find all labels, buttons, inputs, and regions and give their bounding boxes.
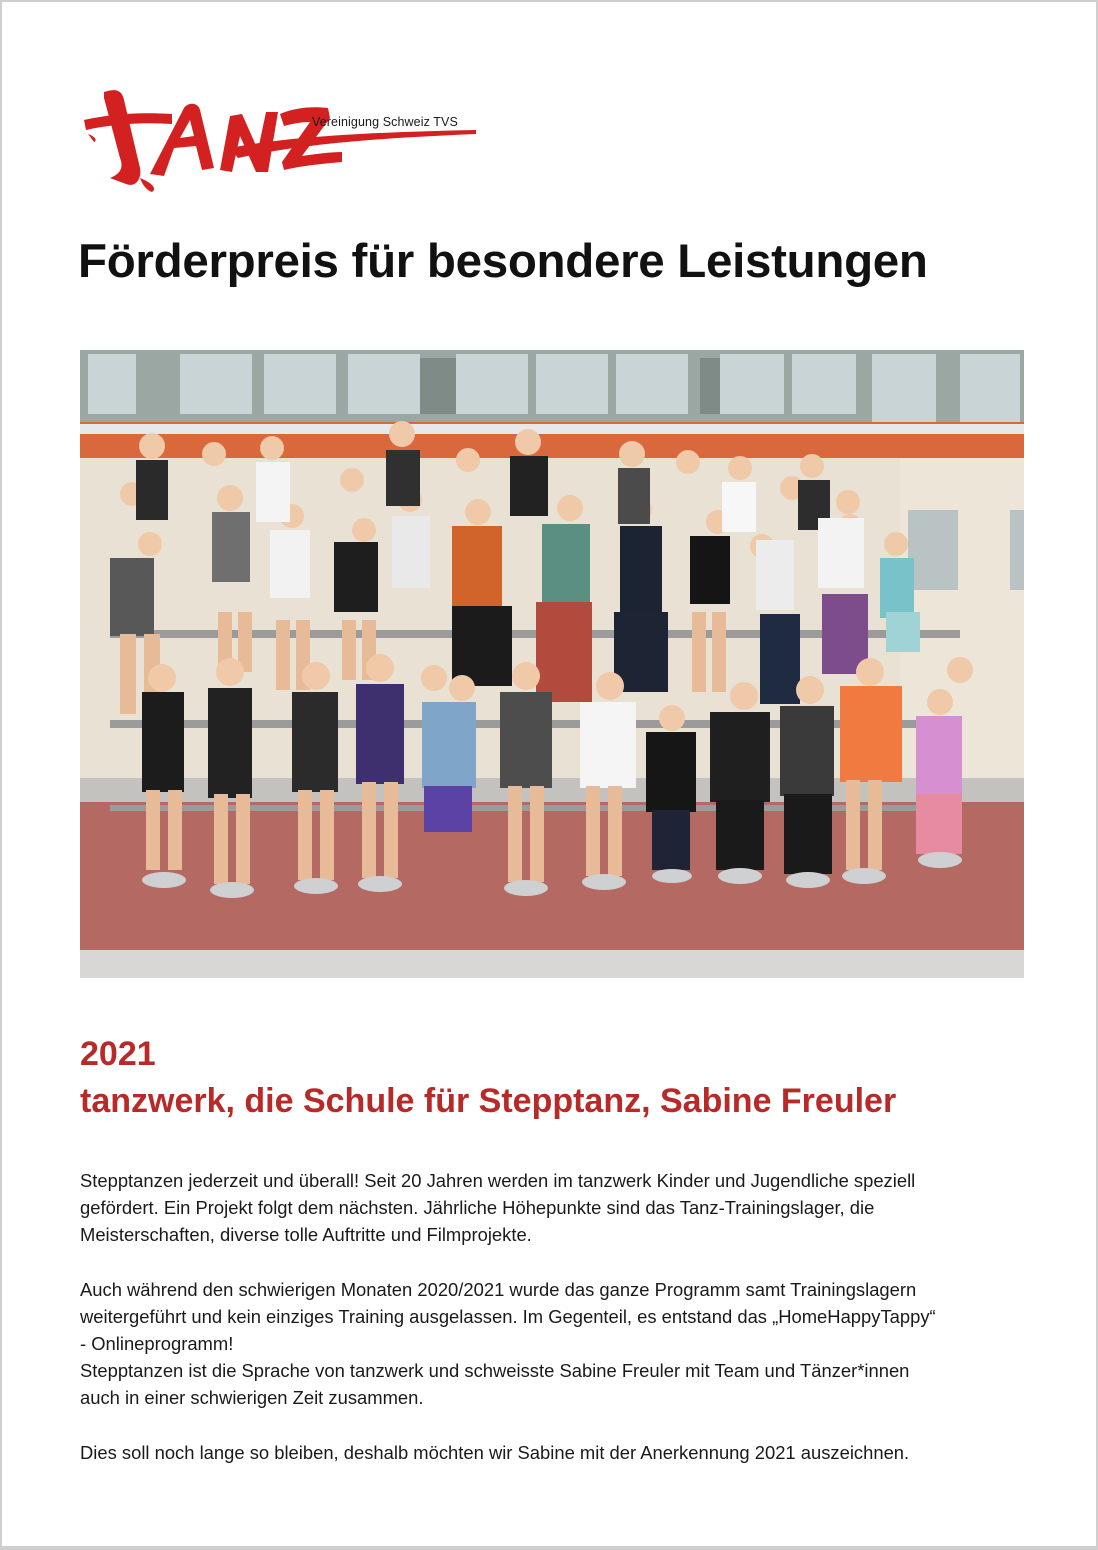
text-line: Stepptanzen ist die Sprache von tanzwerk und schweisste Sabine Freuler mit Team und Tänzer*innen (80, 1360, 910, 1382)
text-line: weitergeführt und kein einziges Training ausgelassen. Im Gegenteil, es entstand das „HomeHappyTappy“ (80, 1305, 936, 1327)
group-photo-image (80, 350, 1024, 978)
text-line: Stepptanzen jederzeit und überall! Seit 20 Jahren werden im tanzwerk Kinder und Jugendliche speziell (80, 1170, 916, 1191)
text-line: Auch während den schwierigen Monaten 2020/2021 wurde das ganze Programm samt Trainingslagern (80, 1278, 917, 1300)
body-text (80, 1167, 1030, 1493)
page-title: Förderpreis für besondere Leistungen (78, 235, 928, 288)
text-line: Meisterschaften, diverse tolle Auftritte und Filmprojekte. (80, 1224, 532, 1246)
tanz-wordmark-logo (80, 78, 480, 194)
award-recipient: tanzwerk, die Schule für Stepptanz, Sabine Freuler (80, 1082, 897, 1120)
paragraph-2 (80, 1276, 1030, 1412)
group-photo (80, 350, 1024, 978)
text-line: Dies soll noch lange so bleiben, deshalb möchten wir Sabine mit der Anerkennung 2021 auszeichnen. (80, 1441, 910, 1463)
logo-subtitle: Vereinigung Schweiz TVS (312, 115, 458, 129)
document-page (2, 2, 1096, 1546)
paragraph-1 (80, 1167, 1030, 1249)
text-line: auch in einer schwierigen Zeit zusammen. (80, 1387, 424, 1409)
text-line: gefördert. Ein Projekt folgt dem nächsten. Jährliche Höhepunkte sind das Tanz-Trainingslager, die (80, 1197, 875, 1219)
award-year: 2021 (80, 1035, 156, 1073)
tanz-logo (80, 78, 480, 194)
paragraph-3 (80, 1439, 1030, 1466)
text-line: - Onlineprogramm! (80, 1333, 234, 1355)
